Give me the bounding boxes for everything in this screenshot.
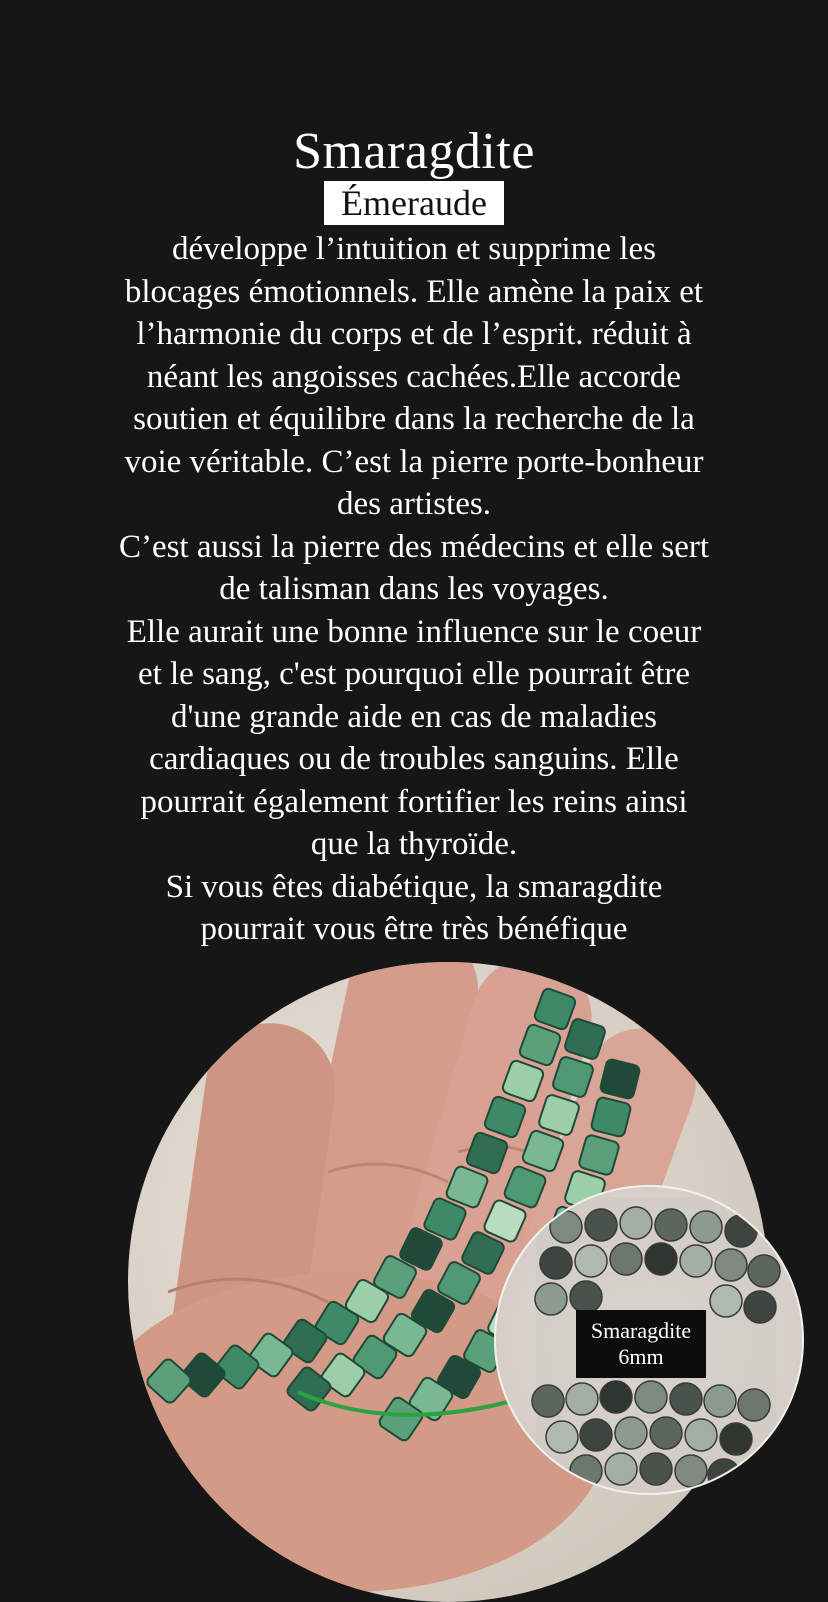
subtitle-container [0,181,828,225]
bead-size-label [576,1310,706,1378]
description-line: de talisman dans les voyages. [219,571,609,607]
bead-size-text: 6mm [618,1344,664,1369]
description-line: Si vous êtes diabétique, la smaragdite [165,868,663,905]
description-line: Elle aurait une bonne influence sur le coeur [126,613,702,650]
description-line: d'une grande aide en cas de maladies [170,698,658,735]
description-line: blocages émotionnels. Elle amène la paix et [124,273,704,310]
description-line: des artistes. [337,486,491,522]
description-line: et le sang, c'est pourquoi elle pourrait être [137,656,691,692]
description-line: que la thyroïde. [310,826,518,862]
description-text [40,228,788,951]
description-line: pourrait également fortifier les reins ainsi [140,783,688,820]
description-line: voie véritable. C’est la pierre porte-bonheur [124,443,704,480]
page-title: Smaragdite [293,123,535,180]
bead-name-text: Smaragdite [590,1318,692,1343]
description-line: l’harmonie du corps et de l’esprit. réduit à [136,316,692,352]
description-line: développe l’intuition et supprime les [172,231,656,267]
subtitle-badge: Émeraude [324,181,504,225]
description-line: cardiaques ou de troubles sanguins. Elle [149,741,679,777]
description-line: pourrait vous être très bénéfique [200,911,628,947]
description-line: néant les angoisses cachées.Elle accorde [146,358,682,395]
description-line: C’est aussi la pierre des médecins et elle sert [118,528,710,565]
description-line: soutien et équilibre dans la recherche de la [133,401,695,437]
